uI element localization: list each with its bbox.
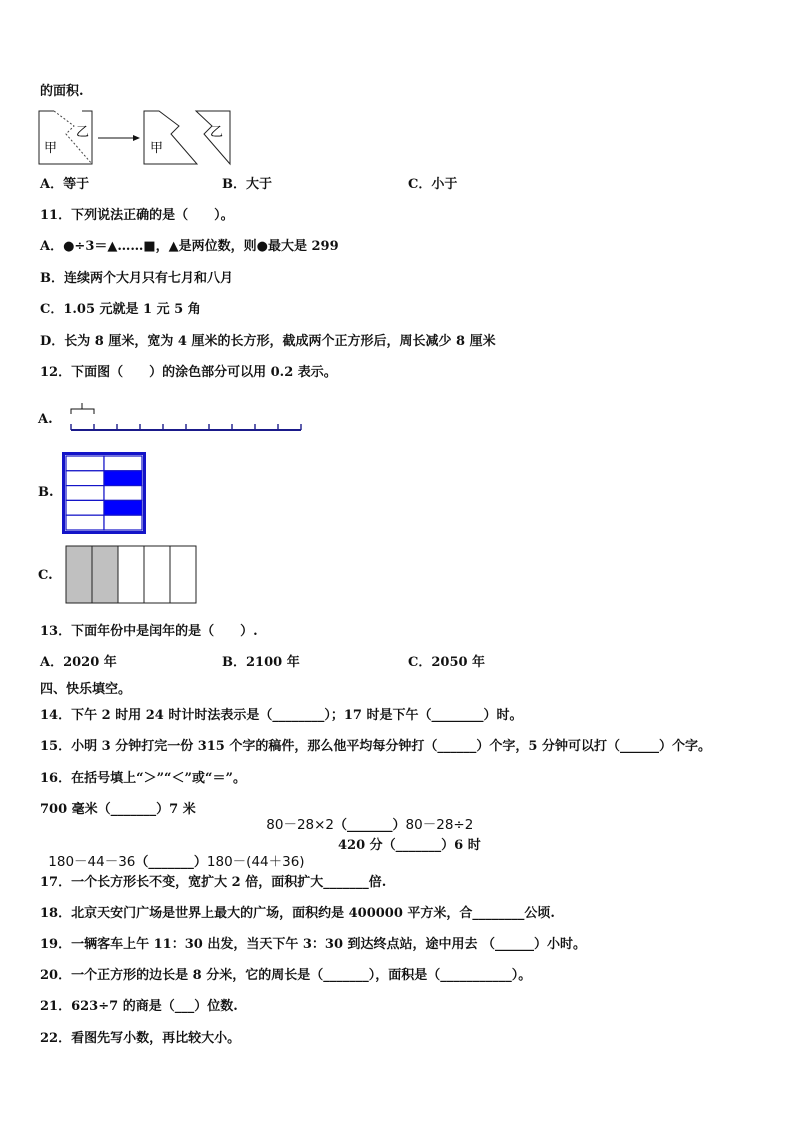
q14: 14．下午 2 时用 24 时计时法表示是（________）；17 时是下午（________）时。: [40, 708, 523, 723]
q16-row1-b-left: 80－28×2: [266, 817, 335, 833]
q10-label-jia-left: 甲: [44, 141, 58, 156]
q16-row1-a: 700 毫米（_______）7 米: [40, 802, 196, 817]
q12-label-b: B.: [38, 485, 54, 500]
grid-cell: [104, 486, 142, 501]
grid-cell-shaded: [104, 471, 142, 486]
q10-option-b: B．大于: [222, 177, 272, 192]
grid-cell: [66, 500, 104, 515]
q11-option-d: D．长为 8 厘米，宽为 4 厘米的长方形，截成两个正方形后，周长减少 8 厘米: [40, 334, 496, 349]
q16-row2-b: 420 分（_______）6 时: [338, 838, 481, 853]
q12-number-line-brace: [71, 403, 94, 414]
q11-option-a: A．●÷3＝▲……■，▲是两位数，则●最大是 299: [40, 239, 339, 254]
q16-row2-a-left: 180－44－36: [48, 854, 136, 870]
q12-strip-figure: [65, 545, 199, 605]
grid-cell: [66, 515, 104, 530]
q12-grid-figure: [62, 452, 146, 534]
q10-label-yi-right: 乙: [210, 125, 224, 140]
q16-stem: 16．在括号填上“＞”“＜”或“＝”。: [40, 771, 246, 786]
q18: 18．北京天安门广场是世界上最大的广场，面积约是 400000 平方米，合________公顷.: [40, 906, 555, 921]
q16-row1-b-right: 80－28÷2: [405, 817, 474, 833]
q13-stem: 13．下面年份中是闰年的是（ ）.: [40, 624, 258, 639]
grid-cell: [104, 456, 142, 471]
q12-stem: 12．下面图（ ）的涂色部分可以用 0.2 表示。: [40, 365, 337, 380]
q12-label-a: A.: [38, 412, 53, 427]
grid-cell: [66, 456, 104, 471]
q15: 15．小明 3 分钟打完一份 315 个字的稿件，那么他平均每分钟打（______）个字，5 分钟可以打（______）个字。: [40, 739, 711, 754]
q21: 21．623÷7 的商是（___）位数.: [40, 999, 238, 1014]
q16-row1-b-blank: （_______）: [334, 818, 406, 833]
grid-cell: [66, 471, 104, 486]
q11-option-b: B．连续两个大月只有七月和八月: [40, 271, 233, 286]
q11-stem: 11．下列说法正确的是（ ）。: [40, 208, 234, 223]
q19: 19．一辆客车上午 11：30 出发，当天下午 3：30 到达终点站，途中用去 （______）小时。: [40, 937, 587, 952]
section-heading: 四、快乐填空。: [40, 682, 132, 697]
strip-cell: [144, 546, 170, 603]
q10-stem-tail: 的面积.: [40, 84, 84, 99]
q10-option-a: A．等于: [40, 177, 90, 192]
q12-strip-cells: [66, 546, 196, 603]
q12-grid-cells: [66, 456, 142, 530]
strip-cell-shaded: [66, 546, 92, 603]
q10-jia-piece: [144, 111, 197, 164]
q10-arrow-head: [133, 135, 140, 141]
q10-label-yi-left: 乙: [76, 125, 90, 140]
q12-number-line: [68, 402, 304, 436]
q22: 22．看图先写小数，再比较大小。: [40, 1031, 241, 1046]
q16-row2-a: [40, 838, 305, 871]
q17: 17．一个长方形长不变，宽扩大 2 倍，面积扩大_______倍.: [40, 875, 387, 890]
grid-cell: [104, 515, 142, 530]
q10-option-c: C．小于: [408, 177, 458, 192]
q10-label-jia-right: 甲: [150, 141, 164, 156]
q20: 20．一个正方形的边长是 8 分米，它的周长是（_______），面积是（___________）。: [40, 968, 532, 983]
q16-row2-a-blank: （_______）: [135, 855, 207, 870]
q12-label-c: C.: [38, 568, 53, 583]
q13-option-a: A．2020 年: [40, 655, 117, 670]
q13-option-c: C．2050 年: [408, 655, 486, 670]
q11-option-c: C．1.05 元就是 1 元 5 角: [40, 302, 201, 317]
strip-cell-shaded: [92, 546, 118, 603]
q16-row1-b: [258, 801, 473, 834]
strip-cell: [118, 546, 144, 603]
q13-option-b: B．2100 年: [222, 655, 300, 670]
strip-cell: [170, 546, 196, 603]
grid-cell-shaded: [104, 500, 142, 515]
q10-figure: [38, 110, 233, 166]
grid-cell: [66, 486, 104, 501]
q16-row2-a-right: 180－(44＋36): [206, 854, 305, 870]
